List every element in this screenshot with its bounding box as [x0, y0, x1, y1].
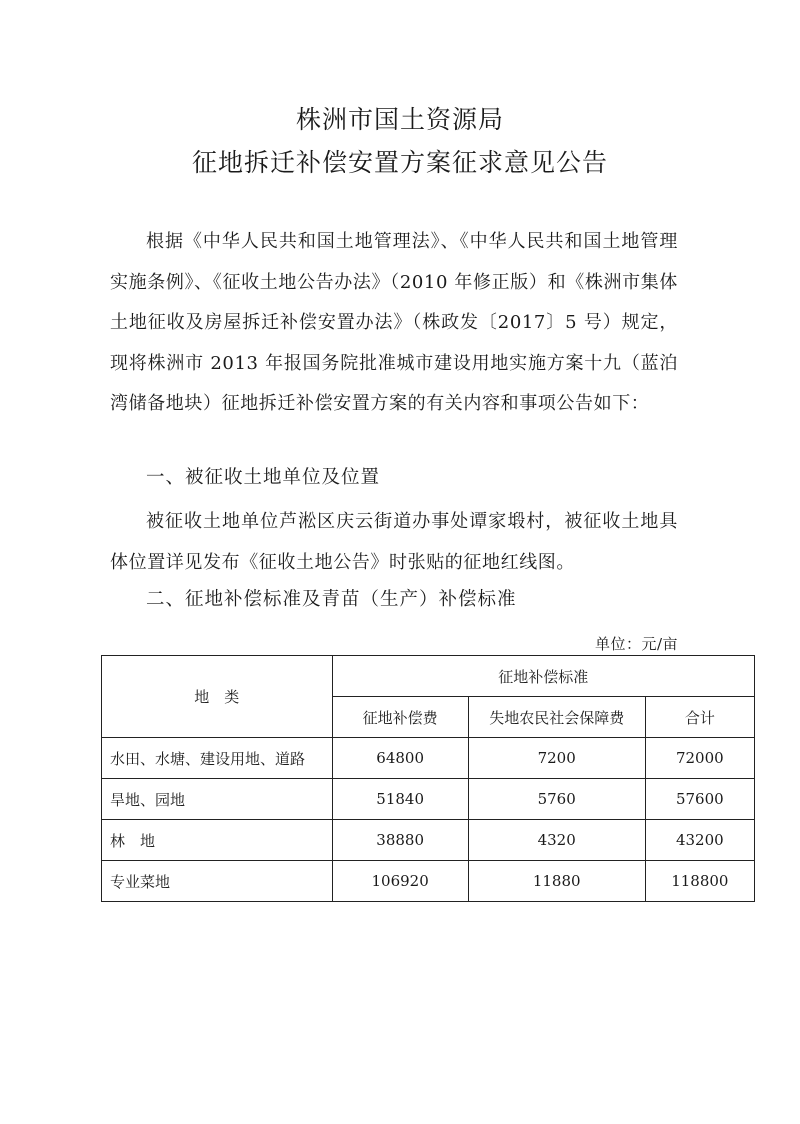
table-row — [102, 738, 755, 779]
cell-land-type: 林 地 — [102, 820, 333, 861]
header-group-compensation: 征地补偿标准 — [332, 656, 754, 697]
cell-comp-fee: 106920 — [332, 861, 468, 902]
cell-comp-fee: 51840 — [332, 779, 468, 820]
cell-land-type: 水田、水塘、建设用地、道路 — [102, 738, 333, 779]
cell-total: 43200 — [645, 820, 754, 861]
cell-total: 118800 — [645, 861, 754, 902]
cell-land-type: 专业菜地 — [102, 861, 333, 902]
cell-comp-fee: 38880 — [332, 820, 468, 861]
compensation-table — [101, 655, 755, 902]
table-row — [102, 861, 755, 902]
cell-comp-fee: 64800 — [332, 738, 468, 779]
cell-social-fee: 5760 — [468, 779, 645, 820]
header-social-fee: 失地农民社会保障费 — [468, 697, 645, 738]
section1-heading: 一、被征收土地单位及位置 — [146, 467, 381, 488]
section1-body: 被征收土地单位芦淞区庆云街道办事处谭家塅村，被征收土地具体位置详见发布《征收土地公告》时张贴的征地红线图。 — [110, 511, 678, 573]
header-land-type: 地 类 — [102, 656, 333, 738]
intro-paragraph: 根据《中华人民共和国土地管理法》、《中华人民共和国土地管理实施条例》、《征收土地公告办法》（2010 年修正版）和《株洲市集体土地征收及房屋拆迁补偿安置办法》（株政发〔2017〕5 号）规定，现将株洲市 2013 年报国务院批准城市建设用地实施方案十九（蓝泊湾储备地块）征地拆迁补偿安置方案的有关内容和事项公告如下： — [110, 231, 678, 414]
table-row — [102, 779, 755, 820]
cell-social-fee: 7200 — [468, 738, 645, 779]
table-row — [102, 820, 755, 861]
cell-land-type: 旱地、园地 — [102, 779, 333, 820]
unit-note: 单位：元/亩 — [595, 635, 679, 653]
document-title-agency: 株洲市国土资源局 — [295, 105, 504, 134]
header-total: 合计 — [645, 697, 754, 738]
cell-total: 72000 — [645, 738, 754, 779]
section2-heading: 二、征地补偿标准及青苗（生产）补偿标准 — [146, 589, 517, 610]
table-header-row — [102, 656, 755, 697]
header-comp-fee: 征地补偿费 — [332, 697, 468, 738]
cell-social-fee: 4320 — [468, 820, 645, 861]
cell-social-fee: 11880 — [468, 861, 645, 902]
cell-total: 57600 — [645, 779, 754, 820]
document-title-main: 征地拆迁补偿安置方案征求意见公告 — [191, 148, 608, 177]
